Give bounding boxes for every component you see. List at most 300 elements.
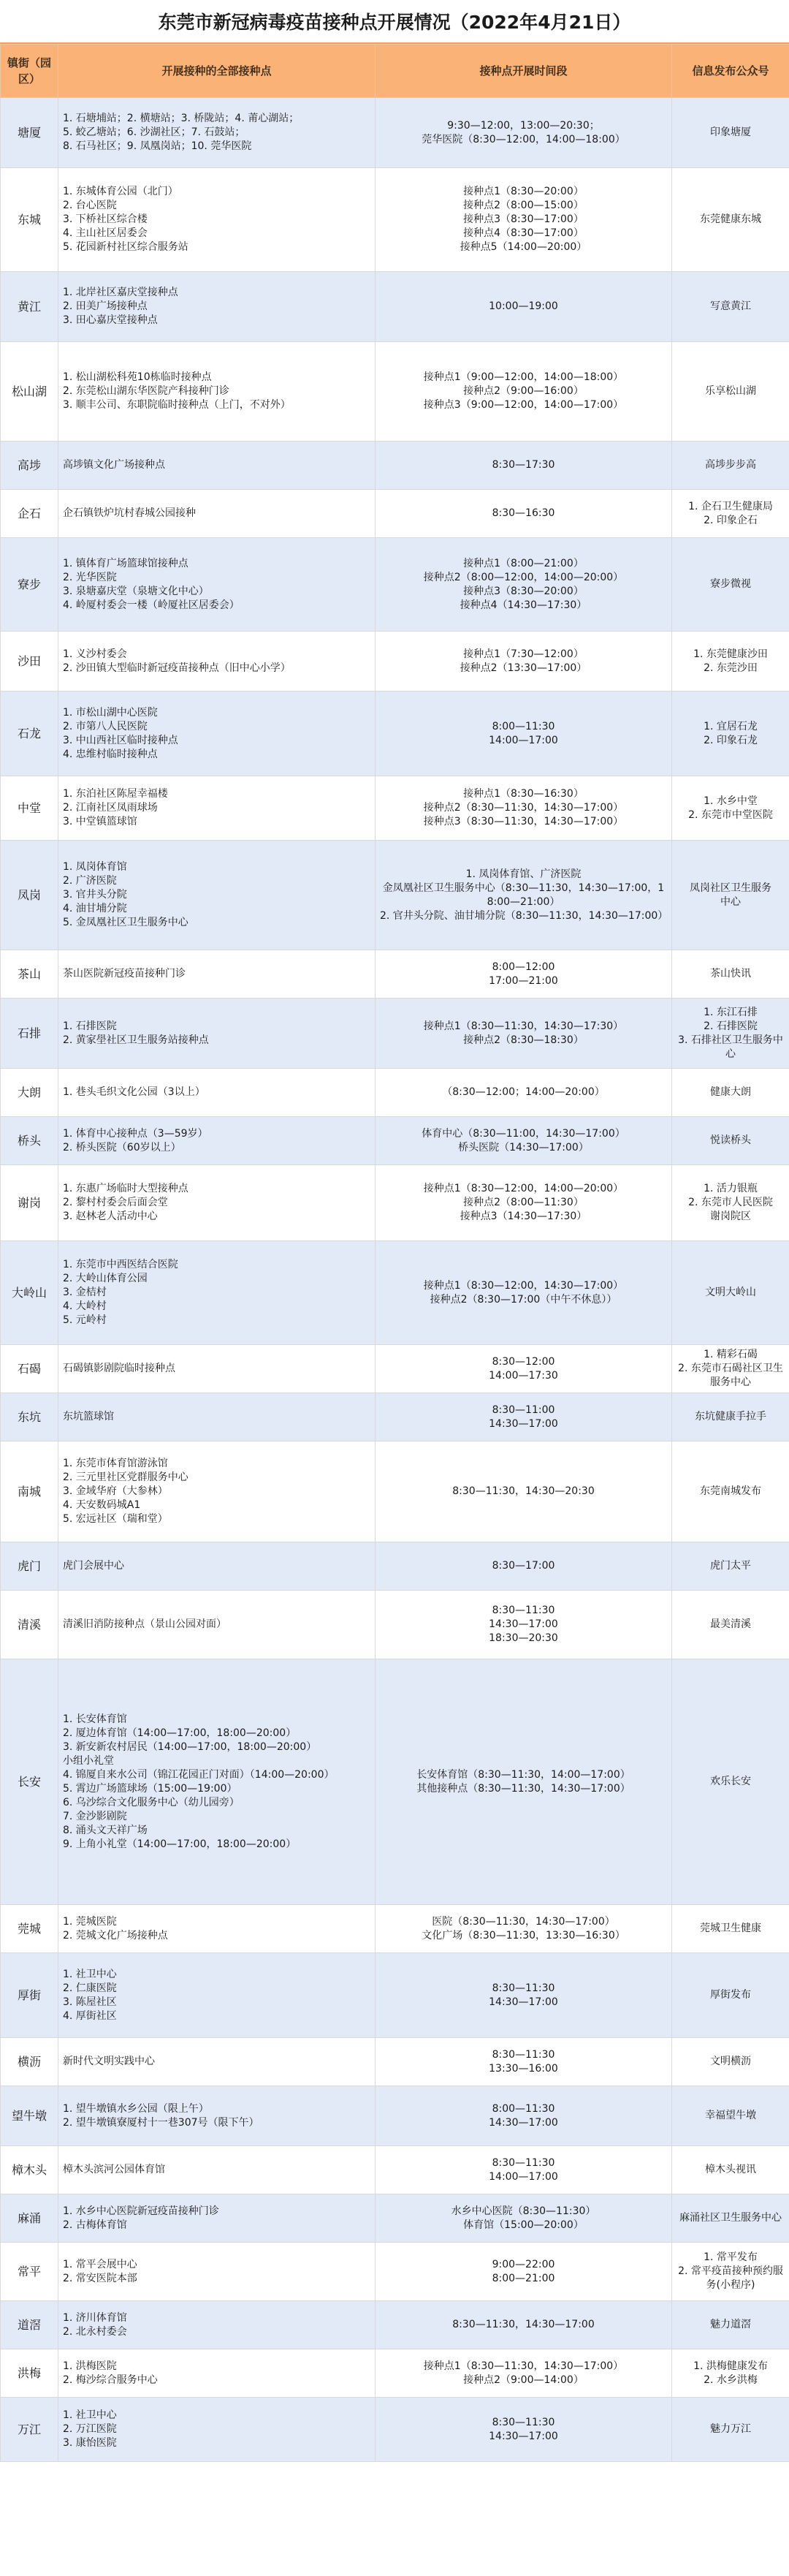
table-row xyxy=(1,538,789,632)
account-cell-line: 东莞健康东城 xyxy=(700,213,761,225)
sites-cell-line: 新时代文明实践中心 xyxy=(63,2056,155,2067)
times-cell xyxy=(376,442,672,490)
sites-cell-line: 1. 水乡中心医院新冠疫苗接种门诊 xyxy=(63,2205,219,2217)
table-row xyxy=(1,1069,789,1117)
sites-cell-line: 4. 主山社区居委会 xyxy=(63,227,148,239)
account-cell-line: 厚街发布 xyxy=(710,1989,751,2001)
sites-cell xyxy=(58,632,376,692)
town-cell: 大朗 xyxy=(1,1069,58,1117)
sites-cell-line: 1. 东城体育公园（北门） xyxy=(63,186,178,197)
times-cell-line: 8:30—11:00 xyxy=(492,1403,555,1416)
times-cell-line: 14:00—17:00 xyxy=(489,2170,558,2183)
table-row xyxy=(1,272,789,342)
sites-cell-line: 1. 望牛墩镇水乡公园（限上午） xyxy=(63,2102,209,2115)
sites-cell xyxy=(58,1442,376,1542)
account-cell xyxy=(672,272,789,342)
sites-cell-line: 1. 北岸社区嘉庆堂接种点 xyxy=(63,287,178,298)
times-cell xyxy=(376,98,672,168)
times-cell-line: 接种点1（8:30—16:30） xyxy=(463,788,584,800)
table-row xyxy=(1,168,789,272)
account-cell-line: 中心 xyxy=(720,895,741,908)
account-cell xyxy=(672,2349,789,2398)
page-title: 东莞市新冠病毒疫苗接种点开展情况（2022年4月21日） xyxy=(0,0,789,44)
account-cell-line: 寮步微视 xyxy=(710,578,751,590)
times-cell xyxy=(376,692,672,776)
sites-cell xyxy=(58,2086,376,2146)
times-cell xyxy=(376,1905,672,1953)
table-row xyxy=(1,2243,789,2301)
account-cell xyxy=(672,2086,789,2146)
town-cell: 常平 xyxy=(1,2243,58,2301)
table-row xyxy=(1,1542,789,1591)
times-cell-line: 接种点1（8:30—11:30，14:30—17:30） xyxy=(423,1020,624,1032)
sites-cell-line: 3. 康怡医院 xyxy=(63,2437,117,2449)
account-cell-line: 最美清溪 xyxy=(710,1618,751,1630)
table-row xyxy=(1,1241,789,1345)
town-cell: 道滘 xyxy=(1,2301,58,2349)
times-cell xyxy=(376,2194,672,2243)
table-header-row xyxy=(1,45,789,98)
sites-cell xyxy=(58,2194,376,2243)
sites-cell xyxy=(58,2038,376,2086)
times-cell xyxy=(376,776,672,841)
times-cell-line: 接种点1（8:30—11:30，14:30—17:00） xyxy=(423,2360,624,2372)
sites-cell-line: 1. 巷头毛织文化公园（3以上） xyxy=(63,1086,205,1098)
times-cell-line: 体育馆（15:00—20:00） xyxy=(463,2219,584,2231)
times-cell xyxy=(376,841,672,950)
sites-cell-line: 2. 桥头医院（60岁以上） xyxy=(63,1141,181,1153)
account-cell xyxy=(672,1345,789,1393)
town-cell: 桥头 xyxy=(1,1117,58,1165)
table-row xyxy=(1,1905,789,1953)
account-cell-line: 幸福望牛墩 xyxy=(705,2110,756,2121)
times-cell-line: 金凤凰社区卫生服务中心（8:30—11:30，14:30—17:00，18:00—21:00） xyxy=(382,882,665,908)
sites-cell xyxy=(58,442,376,490)
sites-cell-line: 4. 岭厦村委会一楼（岭厦社区居委会） xyxy=(63,599,240,611)
sites-cell-line: 虎门会展中心 xyxy=(63,1560,124,1572)
account-cell xyxy=(672,1165,789,1241)
town-cell: 沙田 xyxy=(1,632,58,692)
table-row xyxy=(1,1442,789,1542)
sites-cell-line: 2. 黄家壆社区卫生服务站接种点 xyxy=(63,1034,209,1046)
sites-cell-line: 2. 广济医院 xyxy=(63,875,117,887)
account-cell-line: 1. 东江石排 xyxy=(704,1006,758,1018)
sites-cell-line: 1. 济川体育馆 xyxy=(63,2311,127,2324)
account-cell xyxy=(672,1393,789,1442)
town-cell: 谢岗 xyxy=(1,1165,58,1241)
sites-cell xyxy=(58,692,376,776)
sites-cell-line: 3. 新安新农村居民（14:00—17:00，18:00—20:00） xyxy=(63,1740,317,1753)
times-cell xyxy=(376,2038,672,2086)
times-cell-line: 接种点4（8:30—17:00） xyxy=(463,227,584,239)
sites-cell-line: 3. 官井头分院 xyxy=(63,889,127,901)
sites-cell-line: 5. 宏远社区（瑞和堂） xyxy=(63,1513,168,1525)
account-cell-line: 1. 活力银瓶 xyxy=(704,1183,758,1194)
table-row xyxy=(1,950,789,999)
sites-cell xyxy=(58,950,376,999)
times-cell-line: 8:30—16:30 xyxy=(492,507,555,519)
account-cell-line: 麻涌社区卫生服务中心 xyxy=(679,2212,782,2224)
sites-cell xyxy=(58,1953,376,2038)
table-row xyxy=(1,999,789,1069)
sites-cell-line: 1. 体育中心接种点（3—59岁） xyxy=(63,1127,208,1140)
sites-cell-line: 石碣镇影剧院临时接种点 xyxy=(63,1363,175,1374)
times-cell-line: 莞华医院（8:30—12:00，14:00—18:00） xyxy=(422,133,625,145)
account-cell-line: 2. 印象石龙 xyxy=(704,734,758,746)
times-cell-line: 9:00—22:00 xyxy=(492,2258,555,2270)
table-row xyxy=(1,1345,789,1393)
sites-cell xyxy=(58,2349,376,2398)
times-cell-line: （8:30—12:00；14:00—20:00） xyxy=(442,1086,605,1098)
sites-cell-line: 1. 东莞市中西医结合医院 xyxy=(63,1259,178,1270)
times-cell-line: 接种点2（8:00—15:00） xyxy=(463,200,584,211)
table-row xyxy=(1,2349,789,2398)
town-cell: 高埗 xyxy=(1,442,58,490)
times-cell-line: 14:30—17:00 xyxy=(489,2430,558,2442)
sites-cell-line: 小组小礼堂 xyxy=(63,1754,114,1767)
account-cell-line: 写意黄江 xyxy=(710,300,751,312)
times-cell xyxy=(376,1393,672,1442)
sites-cell xyxy=(58,538,376,632)
account-cell xyxy=(672,841,789,950)
sites-cell xyxy=(58,2146,376,2194)
table-row xyxy=(1,841,789,950)
account-cell-line: 樟木头视讯 xyxy=(705,2164,756,2175)
account-cell-line: 悦读桥头 xyxy=(710,1134,751,1146)
sites-cell-line: 3. 田心嘉庆堂接种点 xyxy=(63,314,158,326)
table-row xyxy=(1,2146,789,2194)
times-cell xyxy=(376,2349,672,2398)
times-cell-line: 14:30—17:00 xyxy=(489,1618,558,1630)
sites-cell-line: 2. 仁康医院 xyxy=(63,1982,117,1994)
times-cell-line: 接种点3（8:30—11:30，14:30—17:00） xyxy=(423,816,624,827)
account-cell xyxy=(672,776,789,841)
times-cell-line: 8:30—17:00 xyxy=(492,1560,555,1572)
account-cell-line: 东坑健康手拉手 xyxy=(695,1411,766,1423)
town-cell: 望牛墩 xyxy=(1,2086,58,2146)
sites-cell-line: 1. 市松山湖中心医院 xyxy=(63,706,158,719)
sites-cell-line: 企石镇铁炉坑村春城公园接种 xyxy=(63,507,196,519)
times-cell-line: 8:30—11:30，14:30—20:30 xyxy=(452,1485,595,1497)
town-cell: 凤岗 xyxy=(1,841,58,950)
town-cell: 塘厦 xyxy=(1,98,58,168)
times-cell xyxy=(376,1241,672,1345)
account-cell xyxy=(672,632,789,692)
table-row xyxy=(1,490,789,538)
sites-cell-line: 3. 金桔村 xyxy=(63,1287,107,1298)
town-cell: 厚街 xyxy=(1,1953,58,2038)
times-cell-line: 接种点2（9:00—16:00） xyxy=(463,385,584,397)
town-cell: 寮步 xyxy=(1,538,58,632)
times-cell-line: 8:00—21:00 xyxy=(492,2272,555,2284)
sites-cell-line: 4. 油甘埔分院 xyxy=(63,903,127,914)
header-sites: 开展接种的全部接种点 xyxy=(58,45,376,98)
sites-cell-line: 4. 忠维村临时接种点 xyxy=(63,748,158,760)
sites-cell-line: 4. 厚街社区 xyxy=(63,2009,117,2022)
account-cell-line: 凤岗社区卫生服务 xyxy=(690,882,771,894)
times-cell-line: 14:30—17:00 xyxy=(489,2116,558,2129)
table-row xyxy=(1,1165,789,1241)
times-cell xyxy=(376,1591,672,1659)
sites-cell-line: 2. 光华医院 xyxy=(63,571,117,583)
times-cell-line: 长安体育馆（8:30—11:30，14:00—17:00） xyxy=(416,1768,630,1781)
account-cell xyxy=(672,1591,789,1659)
sites-cell-line: 樟木头滨河公园体育馆 xyxy=(63,2164,165,2175)
account-cell xyxy=(672,2146,789,2194)
sites-cell-line: 9. 上角小礼堂（14:00—17:00，18:00—20:00） xyxy=(63,1838,297,1850)
sites-cell-line: 2. 沙田镇大型临时新冠疫苗接种点（旧中心小学） xyxy=(63,662,291,674)
table-row xyxy=(1,442,789,490)
vaccination-sites-table xyxy=(0,44,789,2462)
times-cell-line: 体育中心（8:30—11:00，14:30—17:00） xyxy=(422,1127,625,1140)
town-cell: 茶山 xyxy=(1,950,58,999)
times-cell xyxy=(376,2398,672,2462)
times-cell-line: 接种点2（8:00—11:30） xyxy=(463,1197,584,1208)
sites-cell-line: 2. 望牛墩镇寮厦村十一巷307号（限下午） xyxy=(63,2116,259,2129)
account-cell-line: 2. 常平疫苗接种预约服务(小程序) xyxy=(678,2265,783,2291)
sites-cell xyxy=(58,841,376,950)
times-cell-line: 8:30—11:30 xyxy=(492,2416,555,2428)
table-row xyxy=(1,692,789,776)
town-cell: 石龙 xyxy=(1,692,58,776)
sites-cell xyxy=(58,1241,376,1345)
times-cell-line: 桥头医院（14:30—17:00） xyxy=(458,1141,589,1153)
times-cell xyxy=(376,1953,672,2038)
sites-cell-line: 2. 台心医院 xyxy=(63,200,117,211)
sites-cell-line: 2. 梅沙综合服务中心 xyxy=(63,2374,158,2386)
times-cell-line: 接种点1（7:30—12:00） xyxy=(463,648,584,660)
sites-cell xyxy=(58,1905,376,1953)
times-cell xyxy=(376,1117,672,1165)
sites-cell-line: 1. 东惠广场临时大型接种点 xyxy=(63,1183,188,1194)
times-cell-line: 接种点2（8:30—17:00（中午不休息）） xyxy=(430,1293,617,1306)
times-cell xyxy=(376,1659,672,1905)
town-cell: 黄江 xyxy=(1,272,58,342)
sites-cell-line: 3. 中山西社区临时接种点 xyxy=(63,734,178,746)
town-cell: 樟木头 xyxy=(1,2146,58,2194)
sites-cell-line: 7. 金沙影剧院 xyxy=(63,1810,127,1822)
sites-cell-line: 1. 东莞市体育馆游泳馆 xyxy=(63,1458,168,1469)
sites-cell xyxy=(58,1591,376,1659)
times-cell xyxy=(376,168,672,272)
account-cell xyxy=(672,2038,789,2086)
account-cell-line: 魅力道滘 xyxy=(710,2319,751,2330)
sites-cell xyxy=(58,2301,376,2349)
times-cell-line: 14:00—17:30 xyxy=(489,1369,558,1382)
sites-cell-line: 5. 金凤凰社区卫生服务中心 xyxy=(63,917,188,928)
times-cell-line: 接种点3（9:00—12:00，14:00—17:00） xyxy=(423,399,624,411)
times-cell-line: 接种点1（8:00—21:00） xyxy=(463,557,584,569)
times-cell-line: 8:30—11:30 xyxy=(492,2048,555,2061)
town-cell: 大岭山 xyxy=(1,1241,58,1345)
table-row xyxy=(1,2086,789,2146)
account-cell-line: 谢岗院区 xyxy=(710,1211,751,1222)
sites-cell-line: 1. 长安体育馆 xyxy=(63,1713,127,1725)
town-cell: 横沥 xyxy=(1,2038,58,2086)
times-cell-line: 13:30—16:00 xyxy=(489,2062,558,2075)
times-cell-line: 14:30—17:00 xyxy=(489,1996,558,2008)
times-cell-line: 18:30—20:30 xyxy=(489,1632,558,1644)
times-cell xyxy=(376,538,672,632)
account-cell-line: 2. 水乡洪梅 xyxy=(704,2374,758,2386)
sites-cell-line: 2. 江南社区凤雨球场 xyxy=(63,802,158,814)
sites-cell xyxy=(58,1393,376,1442)
table-row xyxy=(1,342,789,442)
sites-cell-line: 茶山医院新冠疫苗接种门诊 xyxy=(63,968,186,980)
sites-cell xyxy=(58,342,376,442)
account-cell-line: 高埗步步高 xyxy=(705,459,756,471)
sites-cell-line: 2. 古梅体育馆 xyxy=(63,2219,127,2231)
sites-cell-line: 1. 石排医院 xyxy=(63,1020,117,1032)
sites-cell-line: 6. 乌沙综合文化服务中心（幼儿园旁） xyxy=(63,1796,240,1808)
account-cell xyxy=(672,1542,789,1591)
account-cell xyxy=(672,168,789,272)
times-cell-line: 接种点1（8:30—20:00） xyxy=(463,186,584,197)
times-cell xyxy=(376,2243,672,2301)
sites-cell-line: 5. 花园新村社区综合服务站 xyxy=(63,241,188,253)
times-cell-line: 8:30—11:30，14:30—17:00 xyxy=(452,2319,595,2330)
table-body xyxy=(1,98,789,2462)
town-cell: 中堂 xyxy=(1,776,58,841)
times-cell-line: 其他接种点（8:30—11:30，14:30—17:00） xyxy=(416,1782,630,1795)
account-cell-line: 2. 东莞沙田 xyxy=(704,662,758,674)
account-cell-line: 3. 石排社区卫生服务中心 xyxy=(678,1034,783,1060)
sites-cell xyxy=(58,1542,376,1591)
table-row xyxy=(1,1591,789,1659)
sites-cell-line: 清溪旧消防接种点（景山公园对面） xyxy=(63,1618,226,1630)
times-cell xyxy=(376,490,672,538)
times-cell-line: 接种点5（14:00—20:00） xyxy=(460,241,587,253)
sites-cell-line: 4. 锦厦自来水公司（锦江花园正门对面）（14:00—20:00） xyxy=(63,1768,335,1781)
table-row xyxy=(1,1953,789,2038)
times-cell-line: 接种点1（9:00—12:00，14:00—18:00） xyxy=(423,371,624,383)
account-cell-line: 莞城卫生健康 xyxy=(700,1922,761,1934)
times-cell-line: 接种点1（8:30—12:00，14:00—20:00） xyxy=(423,1183,624,1194)
times-cell xyxy=(376,1542,672,1591)
sites-cell-line: 3. 赵林老人活动中心 xyxy=(63,1211,158,1222)
account-cell xyxy=(672,342,789,442)
account-cell-line: 乐享松山湖 xyxy=(705,385,756,397)
sites-cell-line: 4. 大岭村 xyxy=(63,1300,107,1312)
account-cell-line: 印象塘厦 xyxy=(710,126,751,138)
account-cell-line: 虎门太平 xyxy=(710,1560,751,1572)
sites-cell xyxy=(58,168,376,272)
account-cell xyxy=(672,2243,789,2301)
account-cell xyxy=(672,692,789,776)
town-cell: 莞城 xyxy=(1,1905,58,1953)
sites-cell-line: 2. 厦边体育馆（14:00—17:00，18:00—20:00） xyxy=(63,1727,297,1739)
times-cell-line: 接种点4（14:30—17:30） xyxy=(460,599,587,611)
sites-cell-line: 5. 元岭村 xyxy=(63,1314,107,1326)
table-row xyxy=(1,2398,789,2462)
sites-cell-line: 1. 东泊社区陈屋幸福楼 xyxy=(63,788,168,800)
account-cell-line: 2. 东莞市人民医院 xyxy=(688,1197,773,1208)
sites-cell-line: 1. 社卫中心 xyxy=(63,2409,117,2421)
times-cell-line: 2. 官井头分院、油甘埔分院（8:30—11:30，14:30—17:00） xyxy=(380,909,668,922)
sites-cell-line: 8. 石马社区；9. 凤凰岗站；10. 莞华医院 xyxy=(63,140,252,152)
sites-cell-line: 2. 莞城文化广场接种点 xyxy=(63,1929,168,1942)
times-cell-line: 水乡中心医院（8:30—11:30） xyxy=(451,2205,596,2217)
header-town xyxy=(1,45,58,98)
sites-cell-line: 1. 义沙村委会 xyxy=(63,648,127,660)
sites-cell-line: 1. 洪梅医院 xyxy=(63,2360,117,2372)
sites-cell-line: 5. 霄边广场篮球场（15:00—19:00） xyxy=(63,1782,237,1795)
sites-cell-line: 东坑篮球馆 xyxy=(63,1411,114,1423)
account-cell-line: 2. 印象企石 xyxy=(704,514,758,526)
account-cell xyxy=(672,2398,789,2462)
sites-cell xyxy=(58,999,376,1069)
town-cell: 清溪 xyxy=(1,1591,58,1659)
times-cell-line: 17:00—21:00 xyxy=(489,974,558,987)
sites-cell-line: 5. 蛟乙塘站；6. 沙湖社区；7. 石鼓站； xyxy=(63,126,245,138)
account-cell xyxy=(672,950,789,999)
town-cell: 企石 xyxy=(1,490,58,538)
account-cell xyxy=(672,1659,789,1905)
sites-cell-line: 1. 常平会展中心 xyxy=(63,2258,137,2270)
account-cell-line: 1. 水乡中堂 xyxy=(704,795,758,807)
account-cell xyxy=(672,2194,789,2243)
account-cell xyxy=(672,1241,789,1345)
sites-cell-line: 1. 莞城医院 xyxy=(63,1915,117,1928)
account-cell-line: 文明横沥 xyxy=(710,2056,751,2067)
times-cell xyxy=(376,2301,672,2349)
times-cell xyxy=(376,1442,672,1542)
times-cell-line: 接种点3（14:30—17:30） xyxy=(460,1211,587,1222)
times-cell-line: 接种点2（8:00—12:00，14:00—20:00） xyxy=(423,571,624,583)
times-cell-line: 8:30—11:30 xyxy=(492,1605,555,1616)
times-cell-line: 接种点1（8:30—12:00，14:30—17:00） xyxy=(423,1279,624,1292)
times-cell xyxy=(376,950,672,999)
sites-cell-line: 2. 大岭山体育公园 xyxy=(63,1273,148,1284)
sites-cell-line: 2. 万江医院 xyxy=(63,2423,117,2435)
sites-cell-line: 1. 石塘埔站；2. 横塘站；3. 桥陇站；4. 莆心湖站； xyxy=(63,113,300,124)
sites-cell-line: 2. 北永村委会 xyxy=(63,2325,127,2338)
account-cell-line: 魅力万江 xyxy=(710,2423,751,2435)
sites-cell-line: 1. 凤岗体育馆 xyxy=(63,861,127,873)
account-cell-line: 1. 常平发布 xyxy=(704,2251,758,2263)
sites-cell-line: 3. 中堂镇篮球馆 xyxy=(63,816,137,827)
sites-cell xyxy=(58,272,376,342)
account-cell-line: 文明大岭山 xyxy=(705,1287,756,1298)
times-cell-line: 8:30—17:30 xyxy=(492,459,555,471)
account-cell xyxy=(672,490,789,538)
sites-cell-line: 2. 田美广场接种点 xyxy=(63,300,148,312)
header-account: 信息发布公众号 xyxy=(672,45,789,98)
sites-cell xyxy=(58,2243,376,2301)
times-cell-line: 14:30—17:00 xyxy=(489,1417,558,1430)
account-cell-line: 2. 东莞市中堂医院 xyxy=(688,808,773,821)
account-cell xyxy=(672,1069,789,1117)
table-row xyxy=(1,776,789,841)
times-cell xyxy=(376,342,672,442)
sites-cell-line: 2. 黎村村委会后面会堂 xyxy=(63,1197,168,1208)
sites-cell-line: 2. 三元里社区党群服务中心 xyxy=(63,1471,188,1483)
town-cell: 南城 xyxy=(1,1442,58,1542)
account-cell-line: 1. 精彩石碣 xyxy=(704,1349,758,1360)
sites-cell xyxy=(58,776,376,841)
times-cell-line: 9:30—12:00，13:00—20:30； xyxy=(447,119,600,132)
times-cell xyxy=(376,999,672,1069)
town-cell: 东城 xyxy=(1,168,58,272)
town-cell: 长安 xyxy=(1,1659,58,1905)
account-cell-line: 1. 东莞健康沙田 xyxy=(693,648,768,660)
town-cell: 虎门 xyxy=(1,1542,58,1591)
times-cell xyxy=(376,1069,672,1117)
table-row xyxy=(1,98,789,168)
times-cell-line: 14:00—17:00 xyxy=(489,734,558,746)
account-cell-line: 2. 石排医院 xyxy=(704,1020,758,1032)
times-cell-line: 10:00—19:00 xyxy=(489,300,558,312)
